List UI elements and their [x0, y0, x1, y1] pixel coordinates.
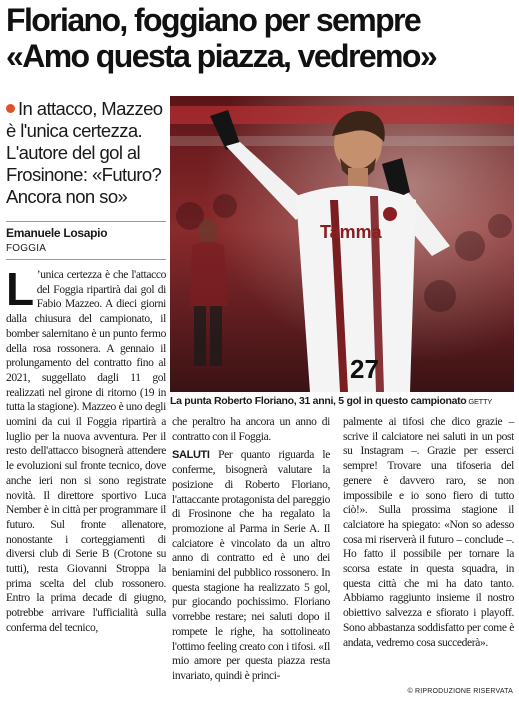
- article-text: Per quanto riguarda le conferme, bisognerà valutare la posizione di Roberto Floriano, l'attaccante protagonista del pareggio di Frosinone che ha regalato la promozione al Parma in Serie A. Il calciatore è vincolato da un altro anno di contratto ed è uno dei beniamini del pubblico rossonero. In questa stagione ha realizzato 5 gol, pur giocando pochissimo. Floriano vorrebbe restare; nei saluti dopo il rompete le righe, ha sottolineato l'ottimo feeling creato con i tifosi. «Il mio amore per questa piazza resta invariato, quindi è princi-: [172, 449, 330, 682]
- divider: [6, 221, 166, 222]
- bullet-icon: [6, 104, 15, 113]
- deck-summary: [6, 98, 166, 208]
- article-text: che peraltro ha ancora un anno di contratto con il Foggia.: [172, 416, 330, 443]
- dropcap: L: [6, 263, 34, 315]
- article-column-3: [343, 415, 514, 650]
- byline: [6, 226, 166, 254]
- jersey-number: 27: [350, 354, 379, 384]
- article-text: palmente ai tifosi che dico grazie – scrive il calciatore nei saluti in un post su Instagram –. Grazie per esserci sempre! Trovare una tifoseria del genere è davvero raro, se non impossibile e io sono fiero di tutto ciò!». Sulla prossima stagione il calciatore ha spiegato: «Non so adesso cosa mi riserverà il futuro – conclude –. Ho fatto il possibile per tornare la scorsa estate in questa squadra, in questa città che mi ha dato tanto. Abbiamo raggiunto insieme il nostro obiettivo salvezza e sfiorato i playoff. Sono abbastanza soddisfatto per come è andata, vedremo cosa succederà».: [343, 416, 514, 649]
- article-column-2: [172, 415, 330, 684]
- dateline-place: FOGGIA: [6, 243, 47, 254]
- divider: [6, 259, 166, 260]
- article-column-1: [6, 263, 166, 636]
- headline-line-2: «Amo questa piazza, vedremo»: [6, 38, 437, 74]
- photo-caption: [170, 392, 514, 410]
- jersey-sponsor: Tamma: [320, 222, 382, 242]
- section-lead: SALUTI: [172, 449, 210, 462]
- headline-line-1: Floriano, foggiano per sempre: [6, 2, 421, 38]
- player-photo: [170, 96, 514, 392]
- headline: [6, 2, 514, 74]
- deck-text: In attacco, Mazzeo è l'unica certezza. L'autore del gol al Frosinone: «Futuro? Ancora non so»: [6, 98, 163, 207]
- photo-credit: GETTY: [468, 397, 492, 406]
- author-name: Emanuele Losapio: [6, 226, 108, 240]
- caption-text: La punta Roberto Floriano, 31 anni, 5 gol in questo campionato: [170, 395, 467, 407]
- article-text: ’unica certezza è che l'attacco del Foggia ripartirà dai gol di Fabio Mazzeo. A dieci giorni dalla chiusura del campionato, il bomber salernitano è un punto fermo della rosa rossonera. A gennaio il prolungamento del contratto fino al 2021, suggellato dagli 11 gol realizzati nel girone di ritorno (19 in tutta la stagione). Mazzeo è uno degli uomini da cui il Foggia ripartirà a luglio per la nuova avventura. Per il resto dell'attacco bisognerà attendere le evoluzioni sul fronte tecnico, dove anche ieri non si sono registrate novità. Il direttore sportivo Luca Nember è in città per programmare il futuro. Sul fronte allenatore, nonostante i corteggiamenti di diversi club di Serie B (Crotone su tutti), resta Giovanni Stroppa la prima scelta del club rossonero. Entro la prima decade di giugno, potrebbe arrivare l'ufficialità sulla conferma del tecnico,: [6, 269, 166, 634]
- copyright-notice: © RIPRODUZIONE RISERVATA: [407, 688, 513, 695]
